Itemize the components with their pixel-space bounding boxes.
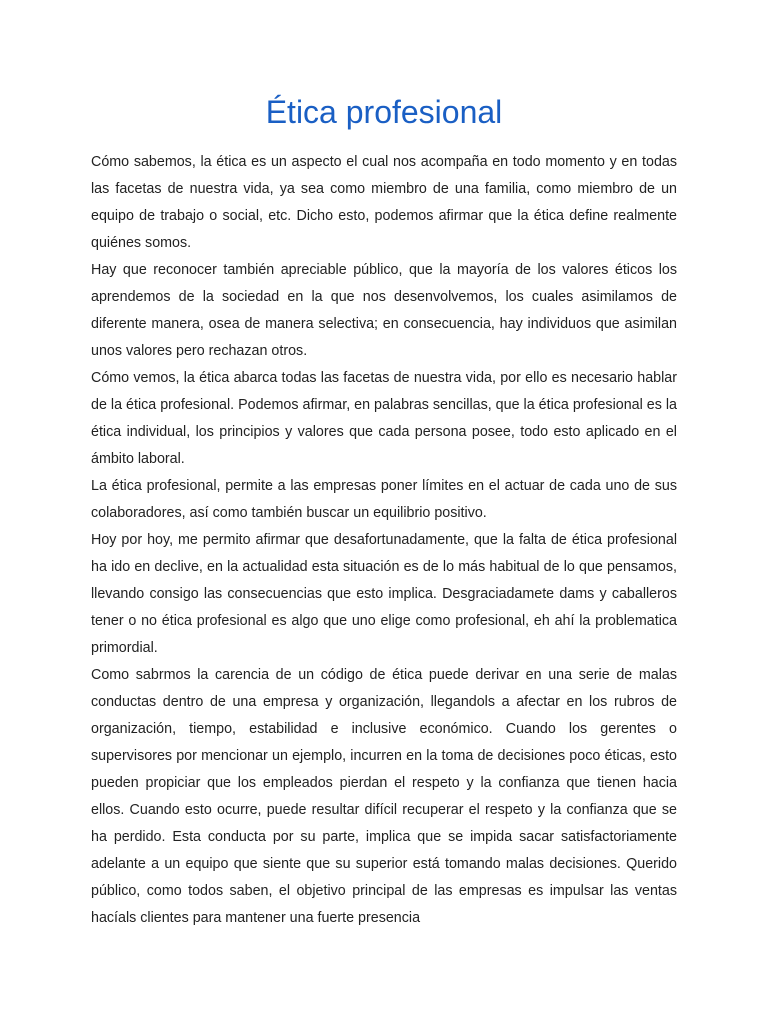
paragraph: Cómo sabemos, la ética es un aspecto el cual nos acompaña en todo momento y en todas las facetas de nuestra vida, ya sea como miembro de una familia, como miembro de un equipo de trabajo o social, etc. Dicho esto, podemos afirmar que la ética define realmente quiénes somos. <box>91 154 677 251</box>
paragraph: Cómo vemos, la ética abarca todas las facetas de nuestra vida, por ello es necesario hablar de la ética profesional. Podemos afirmar, en palabras sencillas, que la ética profesional es la ética individual, los principios y valores que cada persona posee, todo esto aplicado en el ámbito laboral. <box>91 370 677 467</box>
paragraph: Como sabrmos la carencia de un código de ética puede derivar en una serie de malas conductas dentro de una empresa y organización, llegandols a afectar en los rubros de organización, tiempo, estabilidad e inclusive económico. Cuando los gerentes o supervisores por mencionar un ejemplo, incurren en la toma de decisiones poco éticas, esto pueden propiciar que los empleados pierdan el respeto y la confianza que tienen hacia ellos. Cuando esto ocurre, puede resultar difícil recuperar el respeto y la confianza que se ha perdido. Esta conducta por su parte, implica que se impida sacar satisfactoriamente adelante a un equipo que siente que su superior está tomando malas decisiones. Querido público, como todos saben, el objetivo principal de las empresas es impulsar las ventas hacíals clientes para mantener una fuerte presencia <box>91 667 677 926</box>
paragraph: La ética profesional, permite a las empresas poner límites en el actuar de cada uno de sus colaboradores, así como también buscar un equilibrio positivo. <box>91 478 677 521</box>
paragraph: Hay que reconocer también apreciable público, que la mayoría de los valores éticos los aprendemos de la sociedad en la que nos desenvolvemos, los cuales asimilamos de diferente manera, osea de manera selectiva; en consecuencia, hay individuos que asimilan unos valores pero rechazan otros. <box>91 262 677 359</box>
document-body <box>91 149 677 932</box>
document-title: Ética profesional <box>265 94 503 130</box>
paragraph: Hoy por hoy, me permito afirmar que desafortunadamente, que la falta de ética profesional ha ido en declive, en la actualidad esta situación es de lo más habitual de lo que pensamos, llevando consigo las consecuencias que esto implica. Desgraciadamete dams y caballeros tener o no ética profesional es algo que uno elige como profesional, eh ahí la problematica primordial. <box>91 532 677 656</box>
